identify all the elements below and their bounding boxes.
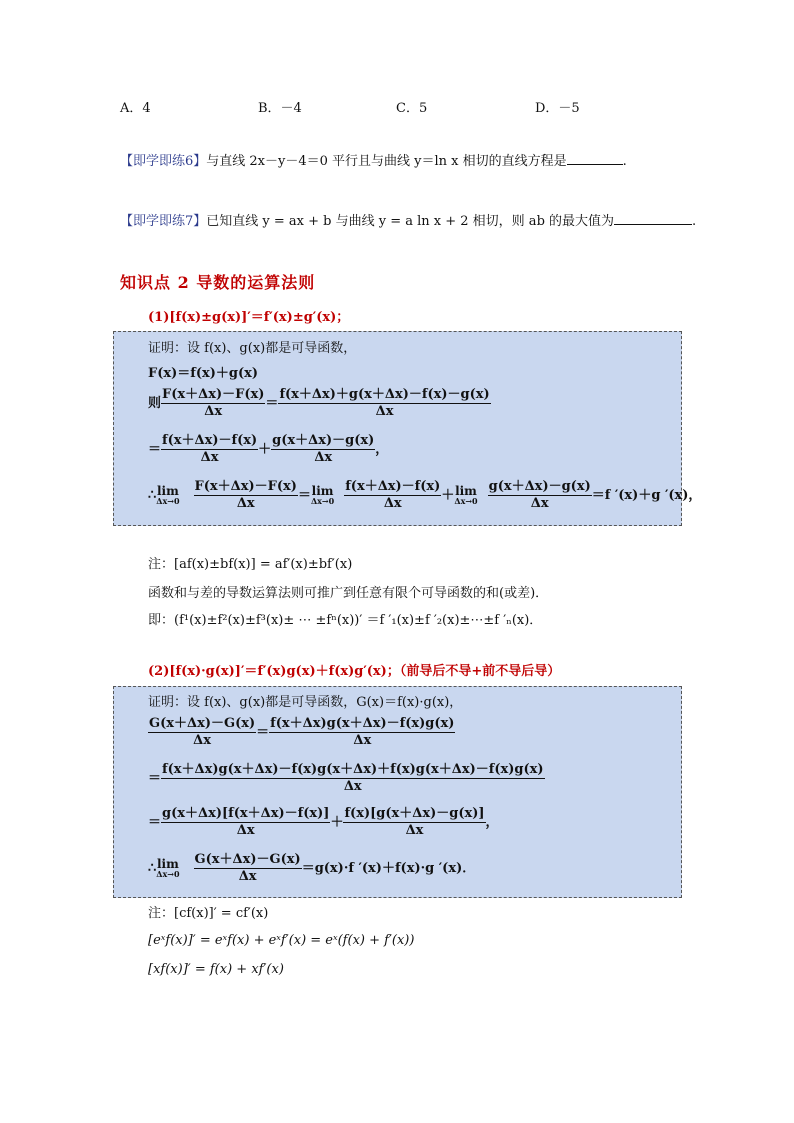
question-6-text: 与直线 2x－y－4＝0 平行且与曲线 y＝ln x 相切的直线方程是 xyxy=(206,154,567,169)
rule-1-line-2: F(x)＝f(x)＋g(x) xyxy=(148,366,259,381)
question-7-text: 已知直线 y = ax + b 与曲线 y = a ln x + 2 相切，则 ab 的最大值为 xyxy=(206,214,615,229)
limit-symbol: lim Δx→0 xyxy=(310,483,335,506)
fraction: $\frac{f(x+\Delta x)g(x+\Delta x)-f(x)g(x)}{\Delta x}$ xyxy=(270,716,455,748)
fraction: $\frac{G(x+\Delta x)-G(x)}{\Delta x}$ xyxy=(194,852,301,884)
rule-2-note-2: [eˣf(x)]′ = eˣf(x) + eˣf′(x) = eˣ(f(x) + f′(x)) xyxy=(148,933,415,948)
option-b: B．－4 xyxy=(258,101,302,116)
rule-1-note-2: 函数和与差的导数运算法则可推广到任意有限个可导函数的和(或差)． xyxy=(148,586,549,601)
fraction: $\frac{f(x+\Delta x)g(x+\Delta x)-f(x)g(x+\Delta x)+f(x)g(x+\Delta x)-f(x)g(x)}{\Delta x}$ xyxy=(162,762,544,794)
rule-2-proof-intro: 证明：设 f(x)、g(x)都是可导函数，G(x)＝f(x)·g(x)， xyxy=(148,695,463,710)
question-6-end: . xyxy=(622,154,627,169)
rule-2-line-2: $\frac{G(x+\Delta x)-G(x)}{\Delta x}$ ＝ $\frac{f(x+\Delta x)g(x+\Delta x)-f(x)g(x)}{\Delta x}$ xyxy=(149,716,455,748)
rule-1-note-3: 即：(f¹(x)±f²(x)±f³(x)± ⋯ ±fⁿ(x))′ ＝f ′₁(x)±f ′₂(x)±⋯±f ′ₙ(x)． xyxy=(148,613,543,628)
rule-2-line-5: ∴ lim Δx→0 $\frac{G(x+\Delta x)-G(x)}{\Delta x}$ ＝g(x)·f ′(x)＋f(x)·g ′(x)． xyxy=(148,852,476,884)
fraction: $\frac{g(x+\Delta x)[f(x+\Delta x)-f(x)]}{\Delta x}$ xyxy=(162,806,330,838)
rule-2-heading xyxy=(148,660,560,679)
fraction: $\frac{f(x+\Delta x)+g(x+\Delta x)-f(x)-g(x)}{\Delta x}$ xyxy=(279,387,490,419)
option-d: D．－5 xyxy=(535,101,580,116)
rule-1-line-3: 则 $\frac{F(x+\Delta x)-F(x)}{\Delta x}$ ＝ $\frac{f(x+\Delta x)+g(x+\Delta x)-f(x)-g(x)}{\Delta x}$ xyxy=(148,387,490,419)
fraction: $\frac{f(x+\Delta x)-f(x)}{\Delta x}$ xyxy=(162,433,258,465)
question-7-end: . xyxy=(692,214,697,229)
question-6-tag: 【即学即练6】 xyxy=(120,154,207,169)
fraction: $\frac{g(x+\Delta x)-g(x)}{\Delta x}$ xyxy=(488,479,591,511)
rule-1-note-1: 注：[af(x)±bf(x)] = af′(x)±bf′(x) xyxy=(148,557,353,572)
rule-2-note-3: [xf(x)]′ = f(x) + xf′(x) xyxy=(148,962,284,977)
rule-2-line-3: ＝ $\frac{f(x+\Delta x)g(x+\Delta x)-f(x)g(x+\Delta x)+f(x)g(x+\Delta x)-f(x)g(x)}{\Delta x}$ xyxy=(148,762,544,794)
fraction: $\frac{f(x+\Delta x)-f(x)}{\Delta x}$ xyxy=(345,479,441,511)
fraction: $\frac{G(x+\Delta x)-G(x)}{\Delta x}$ xyxy=(149,716,256,748)
rule-2-note-1: 注：[cf(x)]′ = cf′(x) xyxy=(148,906,269,921)
fraction: $\frac{F(x+\Delta x)-F(x)}{\Delta x}$ xyxy=(194,479,297,511)
rule-1-line-4: ＝ $\frac{f(x+\Delta x)-f(x)}{\Delta x}$ ＋ $\frac{g(x+\Delta x)-g(x)}{\Delta x}$ ， xyxy=(148,433,389,465)
question-7 xyxy=(120,210,696,229)
answer-blank-7 xyxy=(614,212,692,225)
section-title: 知识点 2 导数的运算法则 xyxy=(120,273,316,292)
question-6 xyxy=(120,150,627,169)
fraction: $\frac{f(x)[g(x+\Delta x)-g(x)]}{\Delta x}$ xyxy=(344,806,485,838)
rule-2-hint: （前导后不导+前不导后导） xyxy=(399,664,561,679)
limit-symbol: lim Δx→0 xyxy=(156,483,180,506)
fraction: $\frac{g(x+\Delta x)-g(x)}{\Delta x}$ xyxy=(272,433,375,465)
rule-1-proof-intro: 证明：设 f(x)、g(x)都是可导函数， xyxy=(148,341,357,356)
rule-2-line-4: ＝ $\frac{g(x+\Delta x)[f(x+\Delta x)-f(x)]}{\Delta x}$ ＋ $\frac{f(x)[g(x+\Delta x)-g(x)]}{\Delta x}$ ， xyxy=(148,806,499,838)
option-c: C．5 xyxy=(396,101,428,116)
rule-1-line-3-prefix: 则 xyxy=(148,396,162,411)
limit-symbol: lim Δx→0 xyxy=(156,856,180,879)
limit-symbol: lim Δx→0 xyxy=(454,483,478,506)
rule-2-heading-text: (2)[f(x)·g(x)]′＝f′(x)g(x)＋f(x)g′(x)； xyxy=(148,664,400,679)
answer-blank-6 xyxy=(567,152,623,165)
rule-1-heading: (1)[f(x)±g(x)]′＝f′(x)±g′(x)； xyxy=(148,310,350,325)
fraction: $\frac{F(x+\Delta x)-F(x)}{\Delta x}$ xyxy=(162,387,265,419)
question-7-tag: 【即学即练7】 xyxy=(120,214,207,229)
rule-1-line-5: ∴ lim Δx→0 $\frac{F(x+\Delta x)-F(x)}{\Delta x}$ ＝ lim Δx→0 $\frac{f(x+\Delta x)-f(x)}{\Delta x}$ ＋ lim Δx→0 $\frac{g(x+\Delta x)-g(x)}{\Delta x}$ ＝f ′(x)＋g ′(x)， xyxy=(148,479,702,511)
option-a: A．4 xyxy=(120,101,151,116)
